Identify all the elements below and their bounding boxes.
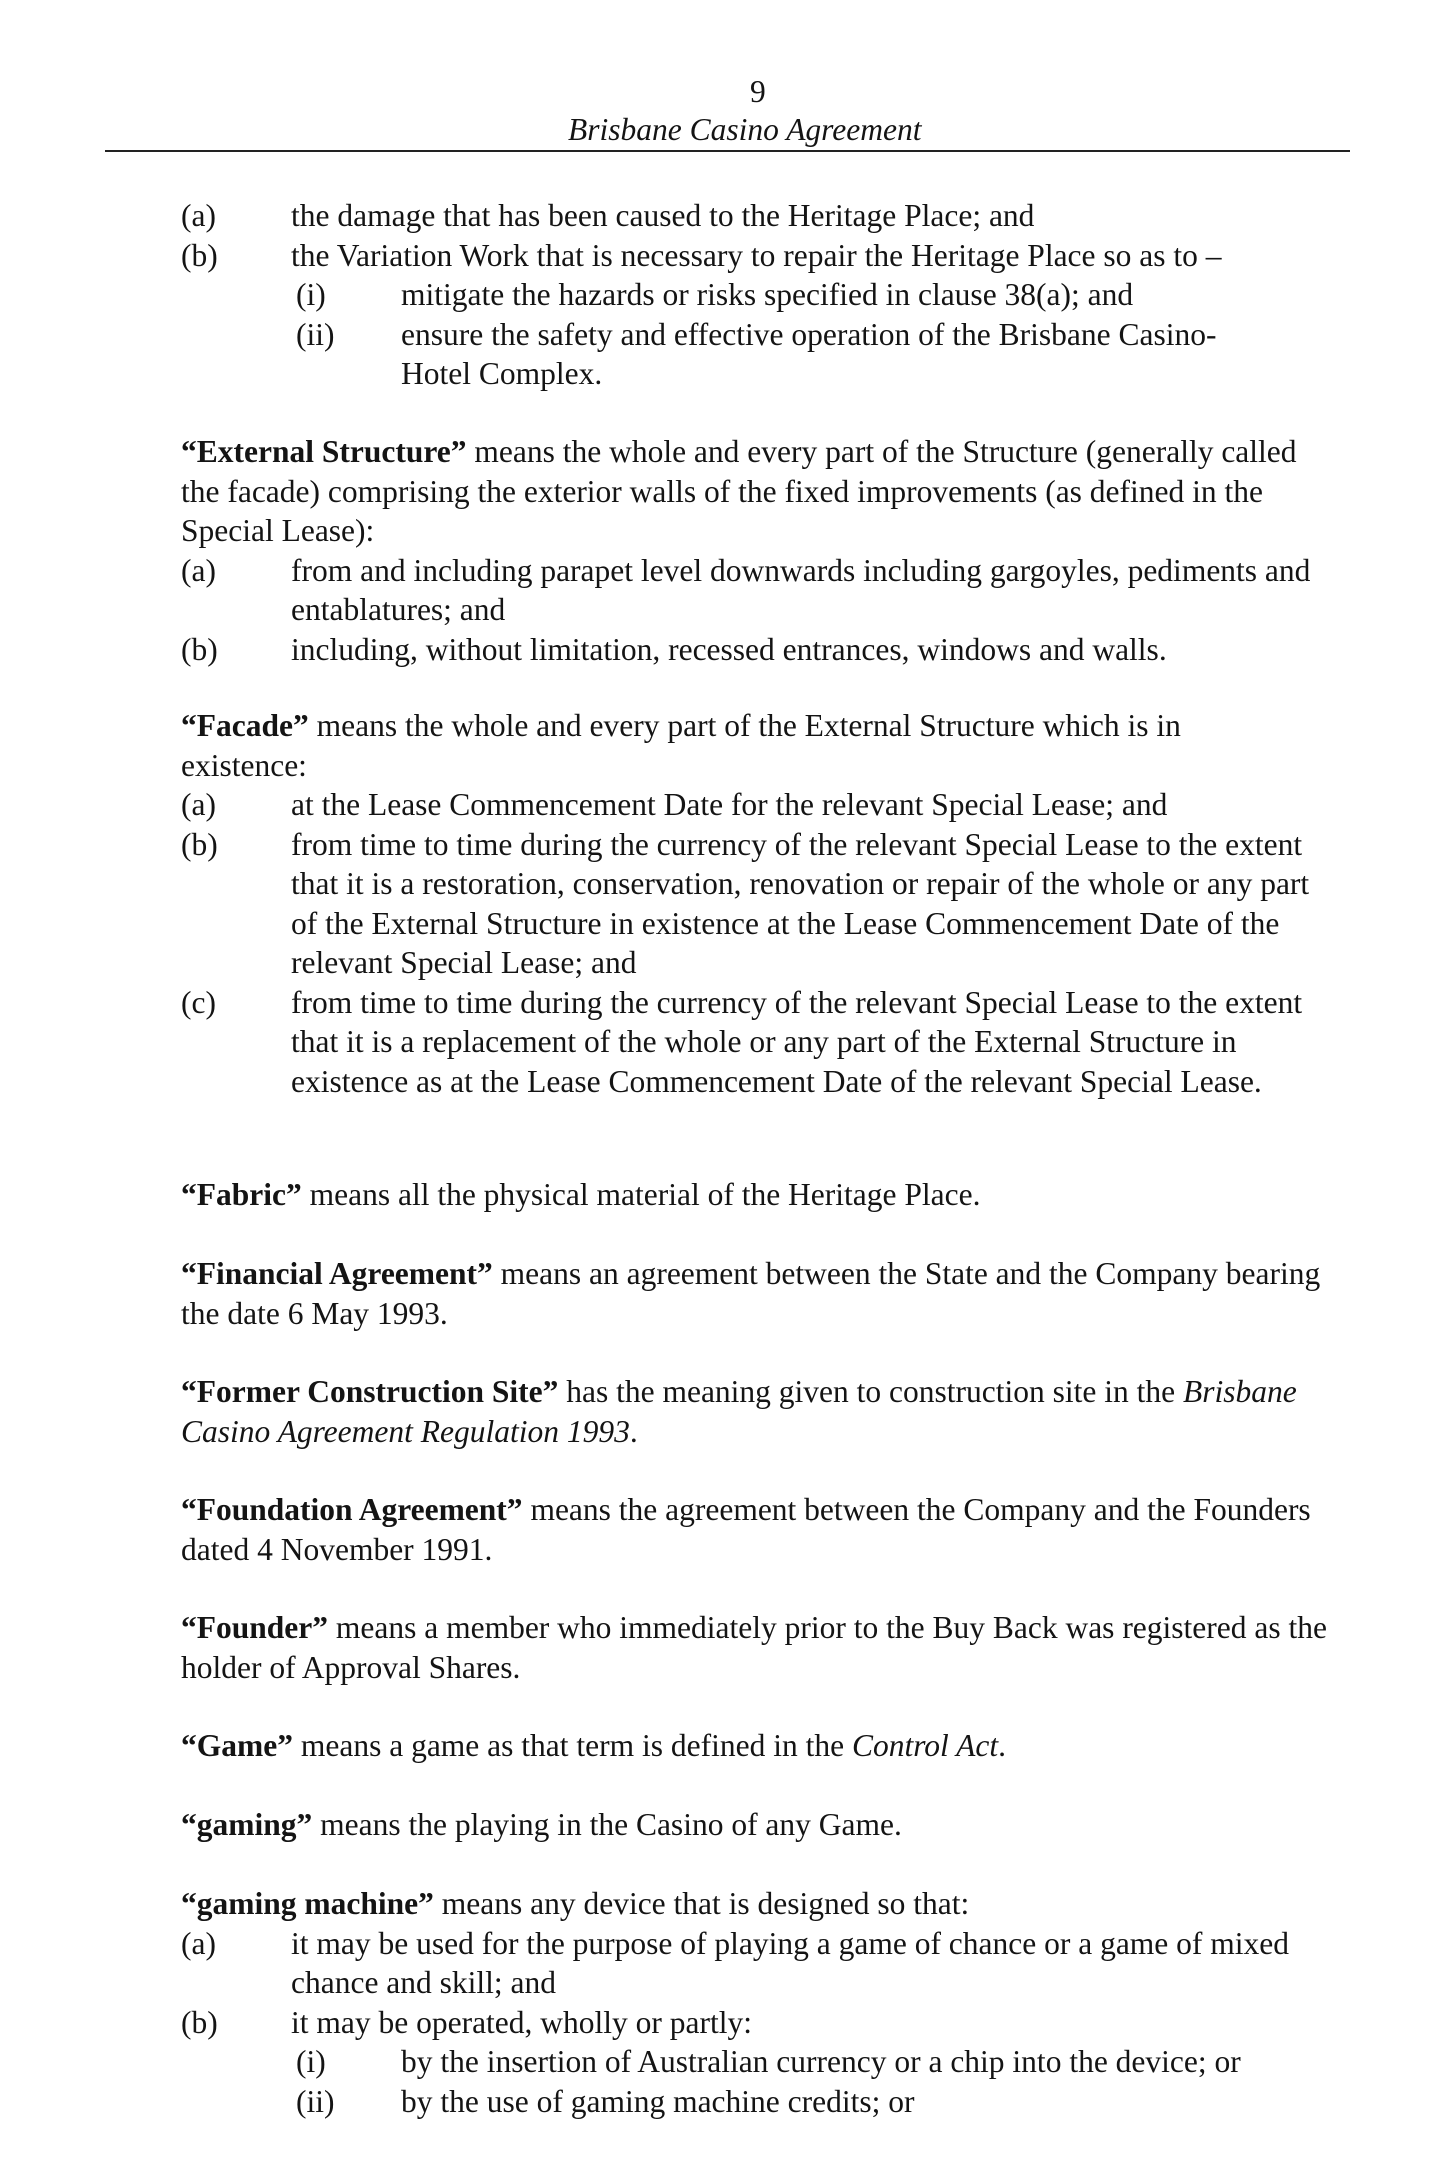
list-item: (b) from time to time during the currency of the relevant Special Lease to the extent that it is a restoration, conservation, renovation or repair of the whole or any part of the External Structure in existence at the Lease Commencement Date of the relevant Special Lease; and [181,826,1310,980]
definition-founder: “Founder” means a member who immediately prior to the Buy Back was registered as the holder of Approval Shares. [181,1610,1327,1685]
defined-term: “External Structure” [181,434,467,469]
list-item: (b) including, without limitation, recessed entrances, windows and walls. [181,631,1167,667]
sub-list-item: (i) mitigate the hazards or risks specified in clause 38(a); and [296,277,1134,312]
definition-foundation-agreement: “Foundation Agreement” means the agreement between the Company and the Founders dated 4 November 1991. [181,1492,1311,1567]
list-item: (a) from and including parapet level downwards including gargoyles, pediments and entablatures; and [181,552,1311,627]
defined-term: “Former Construction Site” [181,1374,559,1409]
defined-term: “Founder” [181,1610,329,1645]
sub-list-item: (i) by the insertion of Australian currency or a chip into the device; or [296,2044,1241,2079]
defined-term: “gaming machine” [181,1886,434,1921]
statute-reference: Brisbane Casino Agreement Regulation 1993 [181,1374,1297,1449]
sub-list-item: (ii) ensure the safety and effective operation of the Brisbane Casino-Hotel Complex. [296,316,1217,391]
list-item: (a) at the Lease Commencement Date for the relevant Special Lease; and [181,787,1168,822]
list-item: (a) it may be used for the purpose of playing a game of chance or a game of mixed chance and skill; and [181,1925,1290,2000]
defined-term: “Foundation Agreement” [181,1492,523,1527]
definition-financial-agreement: “Financial Agreement” means an agreement between the State and the Company bearing the date 6 May 1993. [181,1256,1321,1331]
definition-game: “Game” means a game as that term is defined in the Control Act. [181,1728,1006,1763]
defined-term: “Financial Agreement” [181,1256,493,1291]
definition-gaming-machine: “gaming machine” means any device that is designed so that: (a) it may be used for the purpose of playing a game of chance or a game of mixed chance and skill; and (b) it may be operated, wholly or partly: (i) by the insertion of Australian currency or a chip into the device; or (ii) by the use of gaming machine credits; or [181,1884,1351,2121]
statute-reference: Control Act [851,1728,999,1763]
list-item: (b) it may be operated, wholly or partly: [181,2004,752,2040]
definition-external-structure: “External Structure” means the whole and every part of the Structure (generally called the facade) comprising the exterior walls of the fixed improvements (as defined in the Special Lease): (a) from and including parapet level downwards including gargoyles, pediments and entablatures; and (b) including, without limitation, recessed entrances, windows and walls. [181,432,1351,669]
list-item: (b) the Variation Work that is necessary to repair the Heritage Place so as to – [181,237,1222,273]
continued-definition-list [181,196,1351,394]
definition-gaming: “gaming” means the playing in the Casino of any Game. [181,1807,902,1842]
definition-fabric: “Fabric” means all the physical material of the Heritage Place. [181,1177,981,1212]
defined-term: “Game” [181,1728,293,1763]
list-item: (a) the damage that has been caused to the Heritage Place; and [181,198,1035,233]
definition-facade: “Facade” means the whole and every part of the External Structure which is in existence: (a) at the Lease Commencement Date for the relevant Special Lease; and (b) from time to time during the currency of the relevant Special Lease to the extent that it is a restoration, conservation, renovation or repair of the whole or any part of the External Structure in existence at the Lease Commencement Date of the relevant Special Lease; and (c) from time to time during the currency of the relevant Special Lease to the extent that it is a replacement of the whole or any part of the External Structure in existence as at the Lease Commencement Date of the relevant Special Lease. [181,706,1351,1101]
running-header-title: Brisbane Casino Agreement [568,112,922,147]
defined-term: “Fabric” [181,1177,302,1212]
document-page: 9 Brisbane Casino Agreement (a) the damage that has been caused to the Heritage Place; and (b) the Variation Work that is necessary to repair the Heritage Place so as to – (i) mitigate the hazards or risks specified in clause 38(a); and (ii) ensure the safety and effective operation of the Brisbane Casino-Hotel Complex. “External Structure” means the whole and every part of the Structure (generally called the facade) comprising the exterior walls of the fixed improvements (as defined in the Special Lease): (a) from and including parapet level downwards including gargoyles, pediments and entablatures; and (b) including, without limitation, recessed entrances, windows and walls. “Facade” means the whole and every part of the External Structure which is in existence: (a) at the Lease Commencement Date for the relevant Special Lease; and (b) from time to time during the currency of the relevant Special Lease to the extent that it is a restoration, conservation, renovation or repair of the whole or any part of the External Structure in existence at the Lease Commencement Date of the relevant Special Lease; and (c) from time to time during the currency of the relevant Special Lease to the extent that it is a replacement of the whole or any part of the External Structure in existence as at the Lease Commencement Date of the relevant Special Lease. “Fabric” means all the physical material of the Heritage Place. “Financial Agreement” means an agreement between the State and the Company bearing the date 6 May 1993. “Former Construction Site” has the meaning given to construction site in the Brisbane Casino Agreement Regulation 1993. “Foundation Agreement” means the agreement between the Company and the Founders dated 4 November 1991. “Founder” means a member who immediately prior to the Buy Back was registered as the holder of Approval Shares. “Game” means a game as that term is defined in the Control Act. “gaming” means the playing in the Casino of any Game. “gaming machine” means any device that is designed so that: (a) it may be used for the purpose of playing a game of chance or a game of mixed chance and skill; and (b) it may be operated, wholly or partly: (i) by the insertion of Australian currency or a chip into the device; or (ii) by the use of gaming machine credits; or [0,0,1453,2161]
header-rule [105,150,1350,152]
defined-term: “Facade” [181,708,309,743]
sub-list-item: (ii) by the use of gaming machine credits; or [296,2083,915,2119]
defined-term: “gaming” [181,1807,313,1842]
definition-former-construction-site: “Former Construction Site” has the meaning given to construction site in the Brisbane Casino Agreement Regulation 1993. [181,1374,1297,1449]
list-item: (c) from time to time during the currency of the relevant Special Lease to the extent that it is a replacement of the whole or any part of the External Structure in existence as at the Lease Commencement Date of the relevant Special Lease. [181,984,1303,1099]
